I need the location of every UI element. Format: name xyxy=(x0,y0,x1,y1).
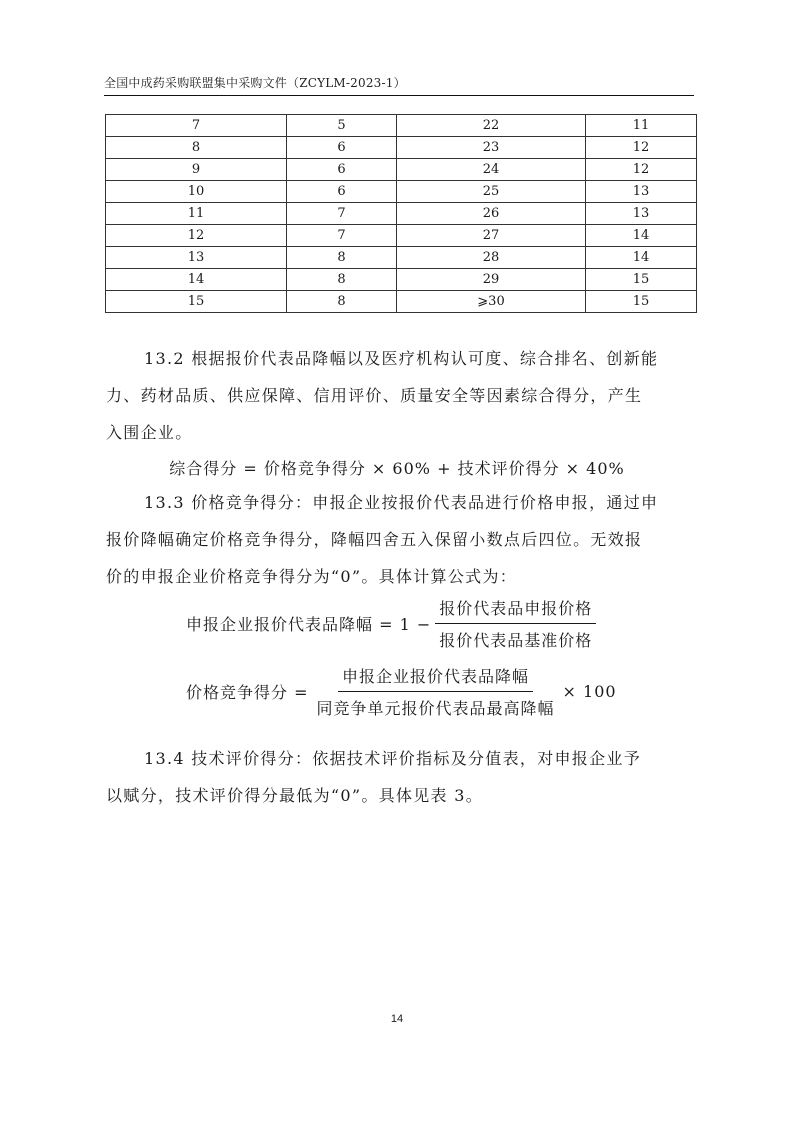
section-13-3-line2: 报价降幅确定价格竞争得分，降幅四舍五入保留小数点后四位。无效报 xyxy=(106,530,643,549)
table-cell: 24 xyxy=(397,159,586,181)
table-cell: 8 xyxy=(106,137,287,159)
table-cell: 8 xyxy=(287,269,397,291)
table-cell: 7 xyxy=(106,115,287,137)
section-13-3 xyxy=(106,484,696,595)
table-cell: 12 xyxy=(106,225,287,247)
table-cell: 15 xyxy=(586,269,697,291)
table-cell: 13 xyxy=(586,181,697,203)
formula-decline xyxy=(186,596,600,651)
table-cell: 6 xyxy=(287,137,397,159)
table-cell: 29 xyxy=(397,269,586,291)
table-cell: 25 xyxy=(397,181,586,203)
formula-price-score xyxy=(186,664,617,719)
table-cell: 12 xyxy=(586,137,697,159)
table-row xyxy=(106,159,697,181)
table-cell: 22 xyxy=(397,115,586,137)
formula-total-score: 综合得分 = 价格竞争得分 × 60% + 技术评价得分 × 40% xyxy=(169,459,625,478)
table-cell: 14 xyxy=(586,247,697,269)
table-cell: 28 xyxy=(397,247,586,269)
score-table xyxy=(105,114,697,313)
section-13-3-line1: 13.3 价格竞争得分：申报企业按报价代表品进行价格申报，通过申 xyxy=(144,493,659,512)
table-cell: 11 xyxy=(586,115,697,137)
table-cell: 27 xyxy=(397,225,586,247)
table-row xyxy=(106,225,697,247)
formula-decline-fraction xyxy=(435,596,596,651)
table-cell: 6 xyxy=(287,159,397,181)
table-cell: 12 xyxy=(586,159,697,181)
table-cell: 15 xyxy=(106,291,287,313)
table-cell: 5 xyxy=(287,115,397,137)
header-rule xyxy=(104,95,694,96)
table-row xyxy=(106,181,697,203)
section-13-4-line2: 以赋分，技术评价得分最低为“0”。具体见表 3。 xyxy=(106,786,484,805)
table-cell: 26 xyxy=(397,203,586,225)
formula-decline-denominator: 报价代表品基准价格 xyxy=(439,631,593,650)
score-table-body xyxy=(106,115,697,313)
page-number: 14 xyxy=(390,1013,404,1025)
table-cell: 10 xyxy=(106,181,287,203)
section-13-2-line1: 13.2 根据报价代表品降幅以及医疗机构认可度、综合排名、创新能 xyxy=(144,349,659,368)
formula-decline-numerator: 报价代表品申报价格 xyxy=(435,596,596,624)
section-13-2 xyxy=(106,340,696,451)
table-row xyxy=(106,291,697,313)
formula-price-score-numerator: 申报企业报价代表品降幅 xyxy=(338,664,533,692)
table-cell: 23 xyxy=(397,137,586,159)
formula-price-score-denominator: 同竞争单元报价代表品最高降幅 xyxy=(316,699,555,718)
table-row xyxy=(106,137,697,159)
section-13-2-line3: 入围企业。 xyxy=(106,423,193,442)
table-cell: 14 xyxy=(106,269,287,291)
section-13-3-line3: 价的申报企业价格竞争得分为“0”。具体计算公式为： xyxy=(106,567,518,586)
table-cell: 15 xyxy=(586,291,697,313)
table-cell: 8 xyxy=(287,247,397,269)
table-cell: 13 xyxy=(586,203,697,225)
formula-price-score-lhs: 价格竞争得分 = xyxy=(186,683,309,702)
table-row xyxy=(106,203,697,225)
table-row xyxy=(106,269,697,291)
table-cell: 8 xyxy=(287,291,397,313)
table-cell: 6 xyxy=(287,181,397,203)
table-row xyxy=(106,247,697,269)
table-row xyxy=(106,115,697,137)
table-cell: 9 xyxy=(106,159,287,181)
document-header: 全国中成药采购联盟集中采购文件（ZCYLM-2023-1） xyxy=(104,76,406,90)
table-cell: 11 xyxy=(106,203,287,225)
formula-price-score-fraction xyxy=(313,664,559,719)
formula-decline-lhs: 申报企业报价代表品降幅 = 1 − xyxy=(186,615,432,634)
table-cell: ⩾30 xyxy=(397,291,586,313)
table-cell: 7 xyxy=(287,225,397,247)
table-cell: 7 xyxy=(287,203,397,225)
section-13-4 xyxy=(106,740,696,814)
table-cell: 14 xyxy=(586,225,697,247)
table-cell: 13 xyxy=(106,247,287,269)
section-13-2-line2: 力、药材品质、供应保障、信用评价、质量安全等因素综合得分，产生 xyxy=(106,386,643,405)
formula-price-score-rhs: × 100 xyxy=(562,682,617,701)
section-13-4-line1: 13.4 技术评价得分：依据技术评价指标及分值表，对申报企业予 xyxy=(144,749,642,768)
